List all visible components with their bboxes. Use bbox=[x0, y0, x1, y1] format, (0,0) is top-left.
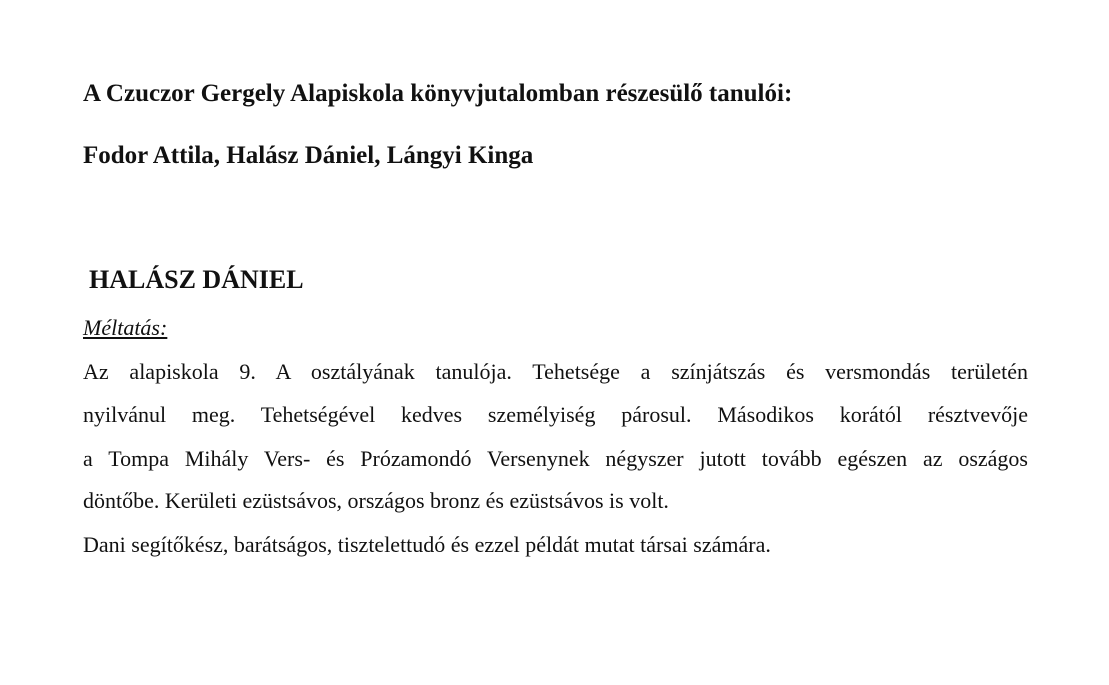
section-label: Méltatás: bbox=[83, 315, 168, 340]
paragraph-line: Dani segítőkész, barátságos, tisztelettudó és ezzel példát mutat társai számára. bbox=[83, 532, 771, 557]
document-title: A Czuczor Gergely Alapiskola könyvjutalomban részesülő tanulói: bbox=[83, 80, 793, 107]
paragraph-line: nyilvánul meg. Tehetségével kedves személyiség párosul. Másodikos korától résztvevője bbox=[83, 402, 1028, 427]
paragraph-line: döntőbe. Kerületi ezüstsávos, országos bronz és ezüstsávos is volt. bbox=[83, 488, 669, 513]
paragraph-line: Az alapiskola 9. A osztályának tanulója. Tehetsége a színjátszás és versmondás területén bbox=[83, 359, 1028, 384]
paragraph-line: a Tompa Mihály Vers- és Prózamondó Versenynek négyszer jutott tovább egészen az oszágos bbox=[83, 446, 1028, 471]
person-heading: HALÁSZ DÁNIEL bbox=[89, 265, 304, 294]
student-names: Fodor Attila, Halász Dániel, Lángyi Kinga bbox=[83, 142, 534, 169]
